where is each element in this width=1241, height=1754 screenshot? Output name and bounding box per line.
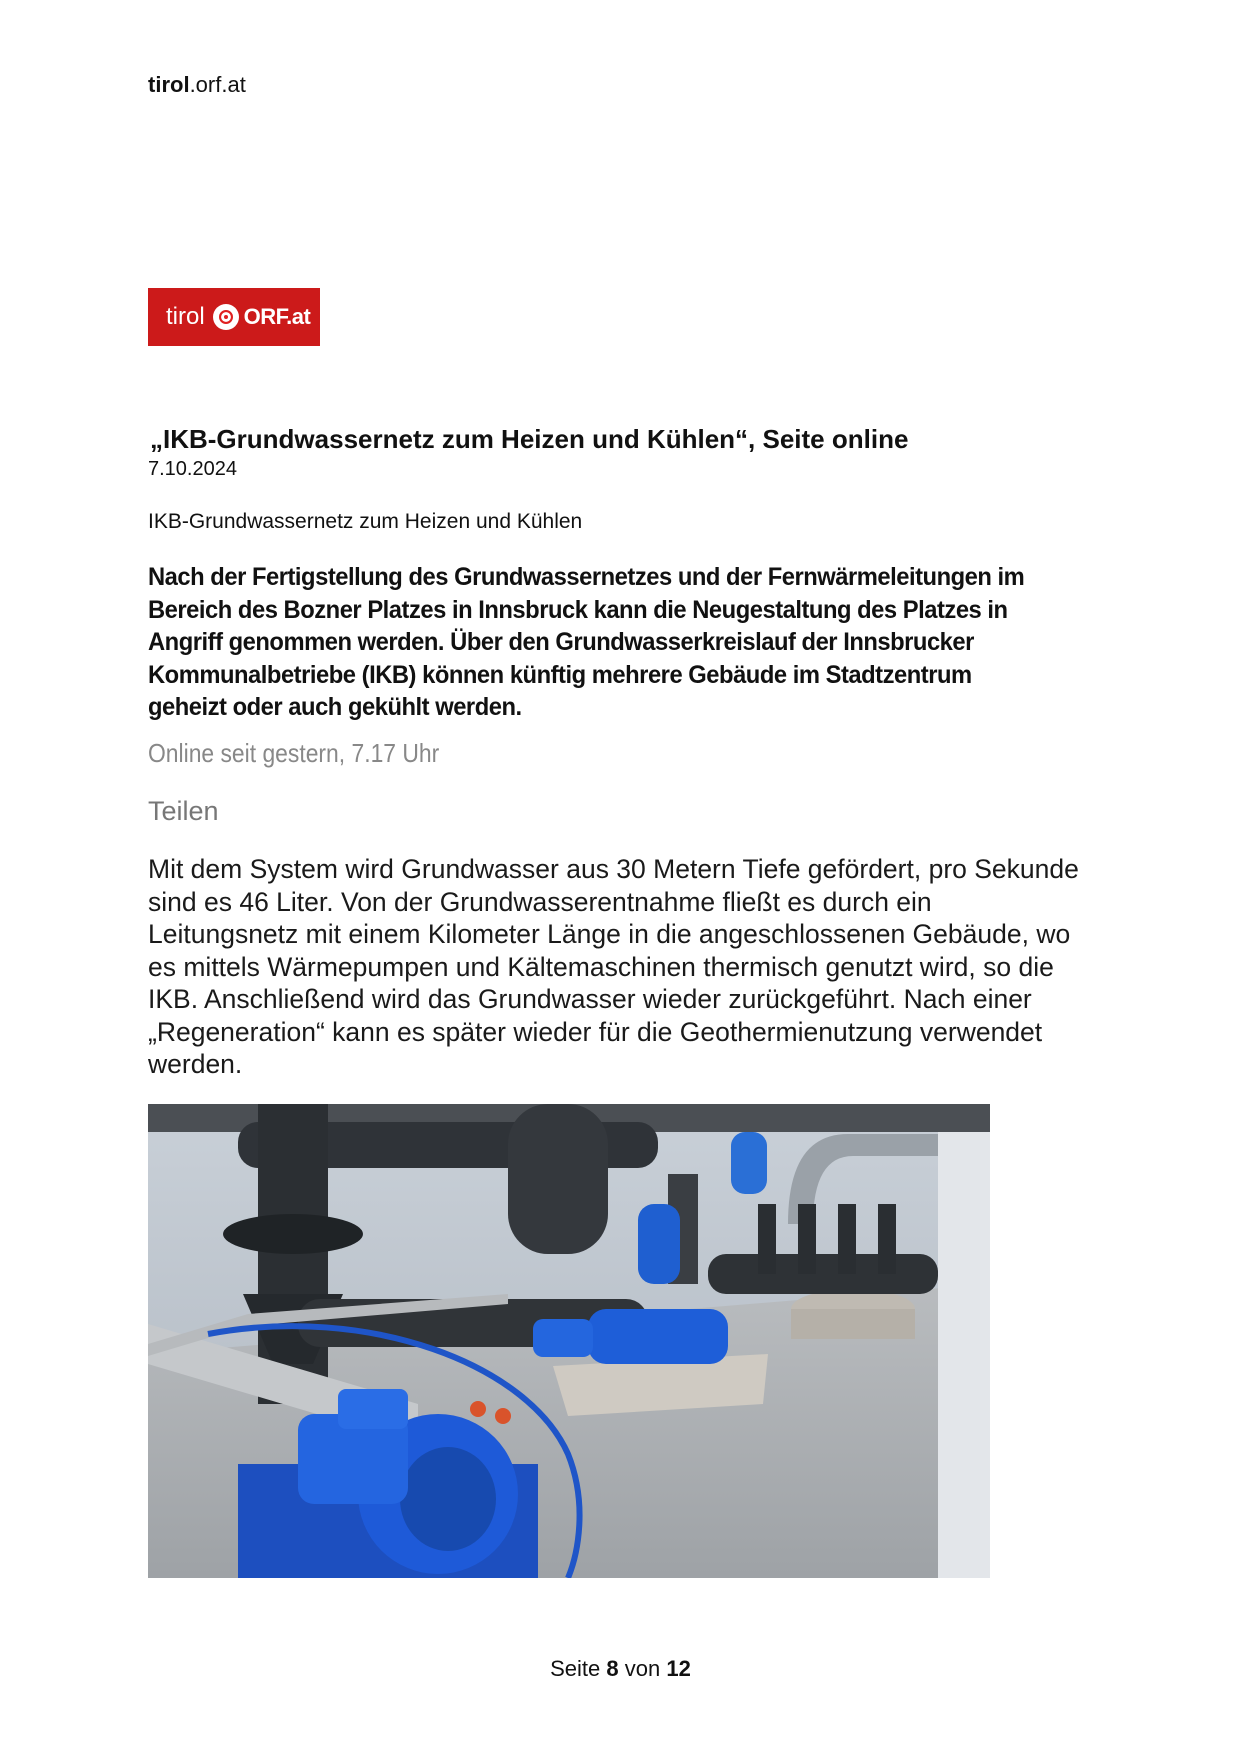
orf-ring-icon [213, 304, 239, 330]
page-footer [0, 1656, 1241, 1682]
tirol-orf-logo [148, 288, 320, 346]
share-link[interactable]: Teilen [148, 796, 219, 826]
site-brand: tirol [148, 72, 190, 97]
article-body: Mit dem System wird Grundwasser aus 30 Metern Tiefe gefördert, pro Sekunde sind es 46 Liter. Von der Grundwasserentnahme fließt es durch ein Leitungsnetz mit einem Kilometer Länge in die angeschlossenen Gebäude, wo es mittels Wärmepumpen und Kältemaschinen thermisch genutzt wird, so die IKB. Anschließend wird das Grundwasser wieder zurückgeführt. Nach einer „Regeneration“ kann es später wieder für die Geothermienutzung verwendet werden. [148, 854, 1079, 1079]
article-title: „IKB-Grundwassernetz zum Heizen und Kühlen“, Seite online [150, 424, 909, 454]
footer-current-page: 8 [606, 1656, 619, 1681]
site-domain: .orf.at [189, 72, 246, 97]
site-header [148, 72, 246, 98]
logo-text-tirol: tirol [166, 303, 205, 330]
article-subtitle: IKB-Grundwassernetz zum Heizen und Kühlen [148, 510, 583, 533]
footer-total-pages: 12 [666, 1656, 691, 1681]
footer-prefix: Seite [550, 1656, 601, 1681]
online-since: Online seit gestern, 7.17 Uhr [148, 738, 440, 768]
pump-room-photo [148, 1104, 990, 1578]
article-lead: Nach der Fertigstellung des Grundwassernetzes und der Fernwärmeleitungen im Bereich des Bozner Platzes in Innsbruck kann die Neugestaltung des Platzes in Angriff genommen werden. Über den Grundwasserkreislauf der Innsbrucker Kommunalbetriebe (IKB) können künftig mehrere Gebäude im Stadtzentrum geheizt oder auch gekühlt werden. [148, 563, 1025, 721]
article-date: 7.10.2024 [148, 458, 237, 480]
footer-middle: von [624, 1656, 661, 1681]
logo-text-orf: ORF.at [243, 304, 311, 329]
